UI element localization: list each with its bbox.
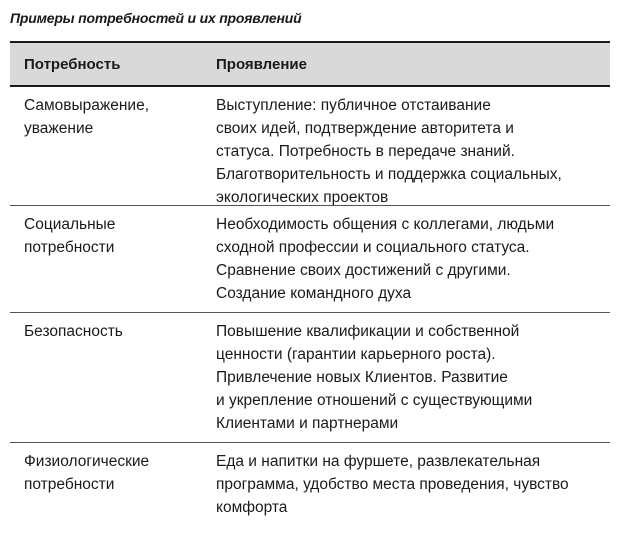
need-line: уважение [24, 120, 94, 137]
need-cell [10, 94, 216, 205]
manifestation-line: Благотворительность и поддержка социальных, [216, 166, 562, 183]
need-line: Социальные [24, 216, 116, 233]
manifestation-line: своих идей, подтверждение авторитета и [216, 120, 514, 137]
manifestation-cell [216, 320, 610, 442]
manifestation-line: ценности (гарантии карьерного роста). [216, 346, 496, 363]
table-header-row [10, 43, 610, 85]
manifestation-line: сходной профессии и социального статуса. [216, 239, 530, 256]
manifestation-line: Клиентами и партнерами [216, 415, 399, 432]
manifestation-line: Выступление: публичное отстаивание [216, 97, 491, 114]
needs-table [10, 41, 610, 539]
need-line: Физиологические [24, 453, 150, 470]
manifestation-line: Еда и напитки на фуршете, развлекательная [216, 453, 541, 470]
table-row [10, 206, 610, 312]
manifestation-line: Создание командного духа [216, 285, 412, 302]
table-row [10, 443, 610, 539]
manifestation-cell [216, 450, 610, 539]
need-line: Безопасность [24, 323, 123, 340]
manifestation-line: и укрепление отношений с существующими [216, 392, 533, 409]
header-need: Потребность [24, 55, 121, 73]
table-caption: Примеры потребностей и их проявлений [10, 10, 302, 26]
need-line: Самовыражение, [24, 97, 150, 114]
need-cell [10, 320, 216, 442]
need-cell [10, 450, 216, 539]
manifestation-line: Сравнение своих достижений с другими. [216, 262, 511, 279]
manifestation-cell [216, 213, 610, 312]
manifestation-cell [216, 94, 610, 205]
need-cell [10, 213, 216, 312]
need-line: потребности [24, 239, 115, 256]
manifestation-line: Привлечение новых Клиентов. Развитие [216, 369, 508, 386]
manifestation-line: комфорта [216, 499, 288, 516]
table-row [10, 87, 610, 205]
manifestation-line: статуса. Потребность в передаче знаний. [216, 143, 515, 160]
table-row [10, 313, 610, 442]
manifestation-line: Повышение квалификации и собственной [216, 323, 520, 340]
manifestation-line: программа, удобство места проведения, чувство [216, 476, 569, 493]
header-manifestation: Проявление [216, 55, 307, 73]
manifestation-line: экологических проектов [216, 189, 389, 206]
manifestation-line: Необходимость общения с коллегами, людьми [216, 216, 555, 233]
need-line: потребности [24, 476, 115, 493]
